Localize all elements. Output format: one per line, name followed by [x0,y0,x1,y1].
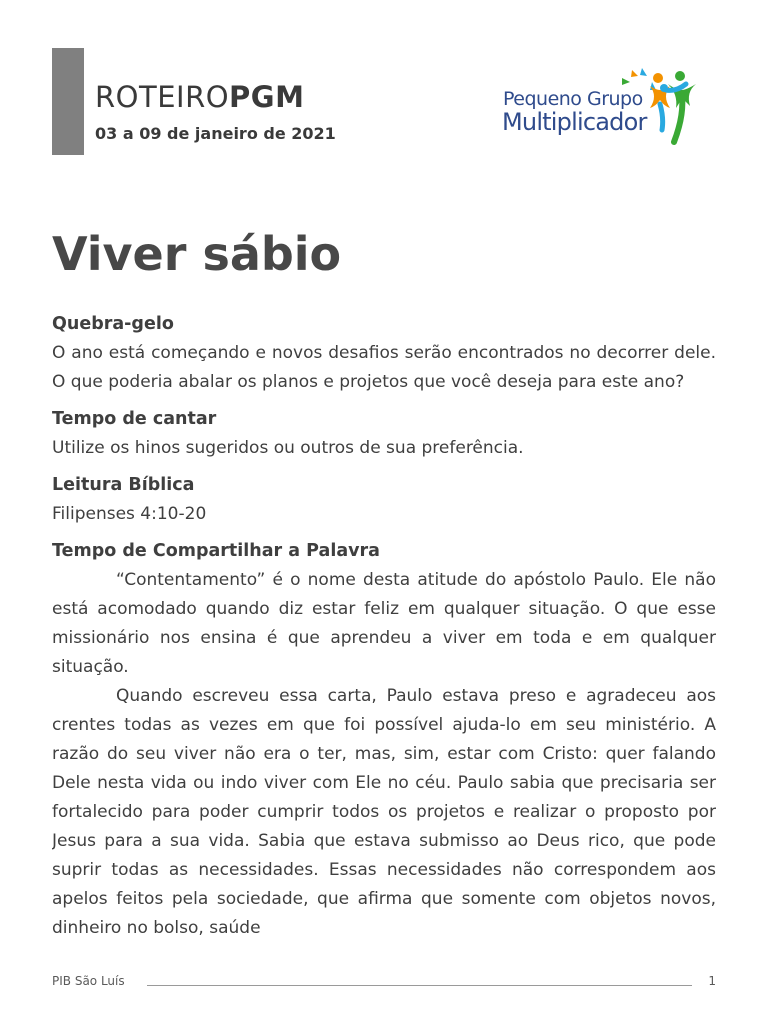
header-title-bold: PGM [229,80,305,114]
footer [52,974,716,994]
header-date: 03 a 09 de janeiro de 2021 [95,124,336,143]
icebreaker-text: O ano está começando e novos desafios serão encontrados no decorrer dele. O que poderia abalar os planos e projetos que você deseja para este ano? [52,343,716,392]
page-number: 1 [708,974,716,988]
reading-text: Filipenses 4:10-20 [52,504,207,524]
logo-figures-icon [610,64,710,146]
singing-text: Utilize os hinos sugeridos ou outros de sua preferência. [52,438,524,458]
logo-line2: Multiplicador [502,108,647,136]
header-accent-bar [52,48,84,155]
document-body [52,310,716,973]
singing-heading: Tempo de cantar [52,409,217,429]
logo-line1: Pequeno Grupo [503,88,643,110]
icebreaker-heading: Quebra-gelo [52,314,174,334]
footer-church-name: PIB São Luís [52,974,125,988]
reading-heading: Leitura Bíblica [52,475,195,495]
header-title-light: ROTEIRO [95,80,230,114]
sharing-paragraph-2: Quando escreveu essa carta, Paulo estava preso e agradeceu aos crentes todas as vezes em que foi possível ajuda-lo em seu ministério. A razão do seu viver não era o ter, mas, sim, estar com Cristo: quer falando Dele nesta vida ou indo viver com Ele no céu. Paulo sabia que precisaria ser fortalecido para poder cumprir todos os projetos e realizar o proposto por Jesus para a sua vida. Sabia que estava submisso ao Deus rico, que pode suprir todas as necessidades. Essas necessidades não correspondem aos apelos feitos pela sociedade, que afirma que somente com objetos novos, dinheiro no bolso, saúde [52,686,716,938]
page-title: Viver sábio [52,227,342,281]
sharing-paragraph-1: “Contentamento” é o nome desta atitude do apóstolo Paulo. Ele não está acomodado quando diz estar feliz em qualquer situação. O que esse missionário nos ensina é que aprendeu a viver em toda e em qualquer situação. [52,570,716,677]
sharing-heading: Tempo de Compartilhar a Palavra [52,541,380,561]
logo [500,64,710,146]
header-title [95,80,304,114]
footer-divider [147,985,692,986]
